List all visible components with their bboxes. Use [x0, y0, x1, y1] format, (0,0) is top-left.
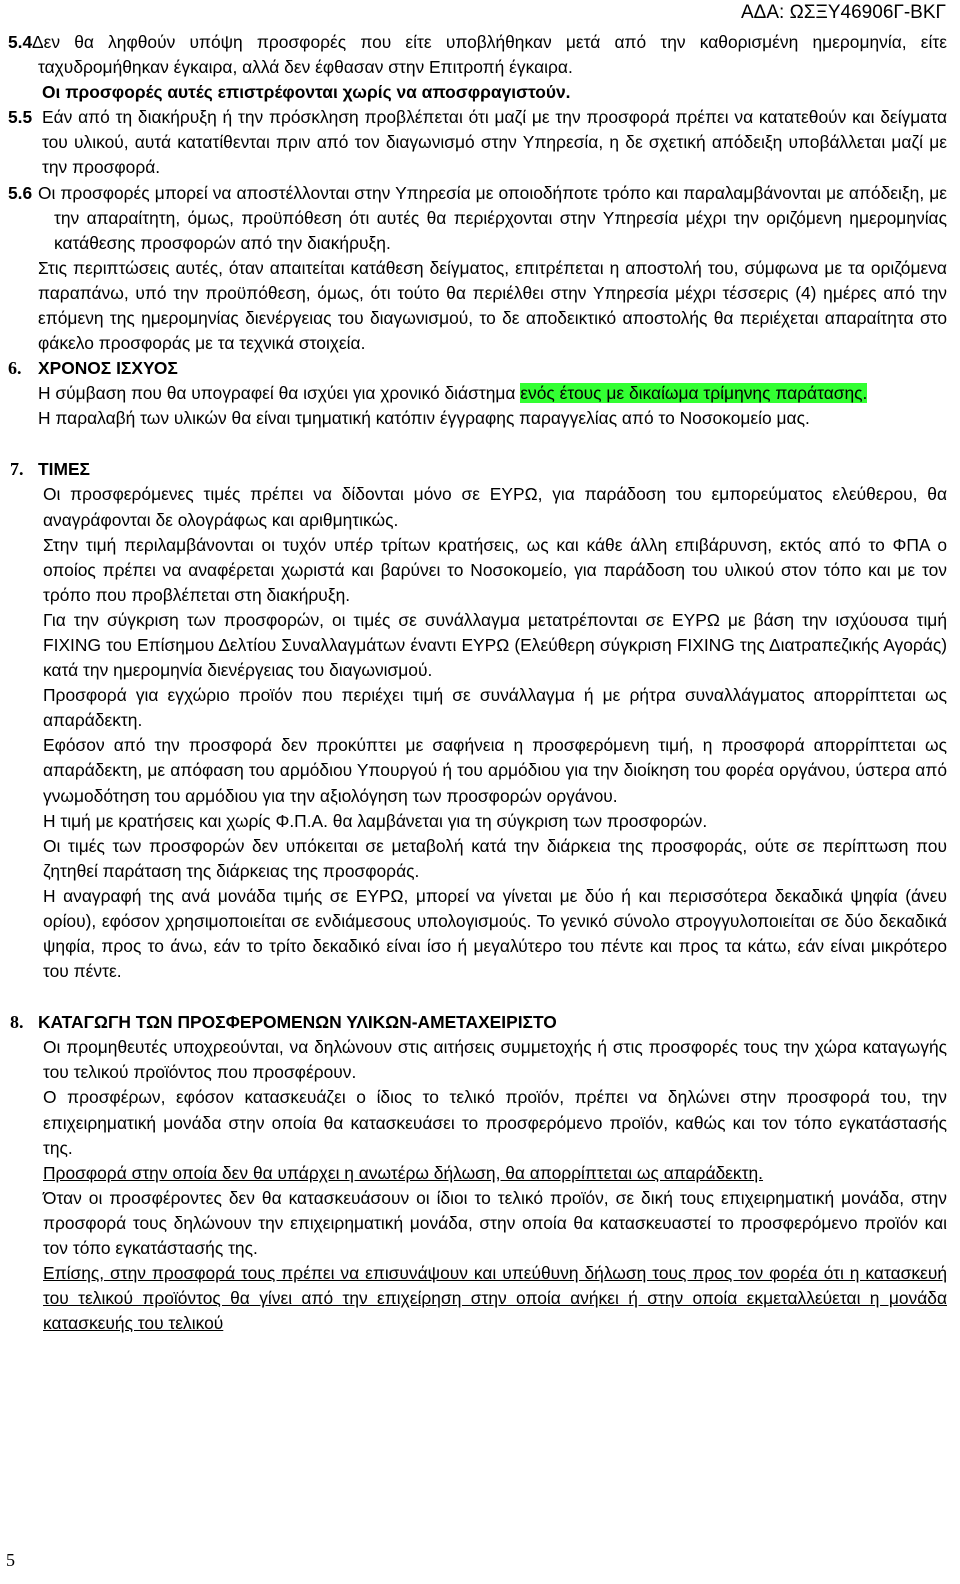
paragraph: Η παραλαβή των υλικών θα είναι τμηματική κατόπιν έγγραφης παραγγελίας από το Νοσοκομείο μας.	[38, 408, 810, 429]
paragraph: Στις περιπτώσεις αυτές, όταν απαιτείται κατάθεση δείγματος, επιτρέπεται η αποστολή του, σύμφωνα με τα οριζόμενα παραπάνω, υπό την προϋπόθεση, όμως, ότι τούτο θα περιέλθει στην Υπηρεσία μέχρι τέσσερις (4) ημέρες από την επόμενη της ημερομηνίας διενέργειας του διαγωνισμού, το δε αποδεικτικό αποστολής θα περιέχεται απαραίτητα στο φάκελο προσφοράς με τα τεχνικά στοιχεία.	[38, 257, 947, 354]
paragraph: Οι προμηθευτές υποχρεούνται, να δηλώνουν στις αιτήσεις συμμετοχής ή στις προσφορές τους την χώρα καταγωγής του τελικού προϊόντος που προσφέρουν.	[43, 1037, 947, 1083]
section-5-4	[0, 30, 960, 105]
paragraph: Οι προσφερόμενες τιμές πρέπει να δίδονται μόνο σε ΕΥΡΩ, για παράδοση του εμπορεύματος ελεύθερου, θα αναγράφονται δε ολογράφως και αριθμητικώς.	[43, 484, 947, 530]
section-number: 6.	[8, 358, 22, 379]
section-number: 5.6	[8, 182, 33, 203]
section-6	[0, 356, 960, 431]
section-7	[0, 457, 960, 984]
section-heading	[8, 356, 947, 381]
paragraph: Εάν από τη διακήρυξη ή την πρόσκληση προβλέπεται ότι μαζί με την προσφορά πρέπει να κατατεθούν και δείγματα του υλικού, αυτά κατατίθενται πριν από τον διαγωνισμό στην Υπηρεσία, η δε σχετική απόδειξη υποβάλλεται μαζί με την προσφορά.	[42, 107, 947, 178]
paragraph: Η αναγραφή της ανά μονάδα τιμής σε ΕΥΡΩ, μπορεί να γίνεται με δύο ή και περισσότερα δεκαδικά ψηφία (άνευ ορίου), εφόσον χρησιμοποιείται σε ενδιάμεσους υπολογισμούς. Το γενικό σύνολο στρογγυλοποιείται σε δύο δεκαδικά ψηφία, προς το άνω, εάν το τρίτο δεκαδικό είναι ίσο ή μεγαλύτερο του πέντε και προς τα κάτω, εάν είναι μικρότερο του πέντε.	[43, 885, 947, 982]
paragraph: Η τιμή με κρατήσεις και χωρίς Φ.Π.Α. θα λαμβάνεται για τη σύγκριση των προσφορών.	[43, 810, 708, 831]
paragraph: Όταν οι προσφέροντες δεν θα κατασκευάσουν οι ίδιοι το τελικό προϊόν, σε δική τους επιχειρηματική μονάδα, στην προσφορά τους δηλώνουν την επιχειρηματική μονάδα, στην οποία θα κατασκευαστεί το προσφερόμενο προϊόν και τον τόπο εγκατάστασής της.	[43, 1187, 947, 1259]
paragraph-underlined: Επίσης, στην προσφορά τους πρέπει να επισυνάψουν και υπεύθυνη δήλωση τους προς τον φορέα ότι η κατασκευή του τελικού προϊόντος θα γίνει από την επιχείρηση στην οποία ανήκει ή στην οποία εκμεταλλεύεται η μονάδα κατασκευής του τελικού	[43, 1263, 947, 1334]
paragraph: Στην τιμή περιλαμβάνονται οι τυχόν υπέρ τρίτων κρατήσεις, ως και κάθε άλλη επιβάρυνση, εκτός από το ΦΠΑ ο οποίος πρέπει να αναφέρεται χωριστά και βαρύνει το Νοσοκομείο, για παράδοση του υλικού στον τόπο και με τον τρόπο που προβλέπεται στη διακήρυξη.	[43, 534, 947, 605]
paragraph: Προσφορά για εγχώριο προϊόν που περιέχει τιμή σε συνάλλαγμα ή με ρήτρα συναλλάγματος απορρίπτεται ως απαράδεκτη.	[43, 685, 947, 731]
section-number: 7.	[10, 459, 24, 480]
highlight: ενός έτους με δικαίωμα τρίμηνης παράτασης.	[520, 383, 868, 404]
paragraph: Ο προσφέρων, εφόσον κατασκευάζει ο ίδιος το τελικό προϊόν, πρέπει να δηλώνει στην προσφορά του, την επιχειρηματική μονάδα στην οποία θα κατασκευάσει το προσφερόμενο προϊόν, καθώς και τον τόπο εγκατάστασής της.	[43, 1087, 947, 1158]
section-number: 8.	[10, 1012, 24, 1033]
section-number: 5.4	[8, 32, 33, 52]
section-number: 5.5	[8, 107, 33, 128]
section-title: ΚΑΤΑΓΩΓΗ ΤΩΝ ΠΡΟΣΦΕΡΟΜΕΝΩΝ ΥΛΙΚΩΝ-ΑΜΕΤΑΧΕΙΡΙΣΤΟ	[38, 1012, 557, 1033]
section-heading	[10, 457, 947, 482]
paragraph-bold: Οι προσφορές αυτές επιστρέφονται χωρίς να αποσφραγιστούν.	[42, 82, 571, 103]
ada-header: ΑΔΑ: ΩΣΞΥ46906Γ-ΒΚΓ	[740, 2, 946, 23]
paragraph: Δεν θα ληφθούν υπόψη προσφορές που είτε υποβλήθηκαν μετά από την καθορισμένη ημερομηνία, είτε ταχυδρομήθηκαν έγκαιρα, αλλά δεν έφθασαν στην Επιτροπή έγκαιρα.	[32, 32, 947, 78]
section-5-5	[0, 105, 960, 180]
paragraph: Για την σύγκριση των προσφορών, οι τιμές σε συνάλλαγμα μετατρέπονται σε ΕΥΡΩ με βάση την ισχύουσα τιμή FIXING του Επίσημου Δελτίου Συναλλαγμάτων έναντι ΕΥΡΩ (Ελεύθερη σύγκριση FIXING της Διατραπεζικής Αγοράς) κατά την ημερομηνία διενέργειας του διαγωνισμού.	[43, 609, 947, 681]
paragraph-underlined: Προσφορά στην οποία δεν θα υπάρχει η ανωτέρω δήλωση, θα απορρίπτεται ως απαράδεκτη.	[43, 1162, 764, 1183]
section-8	[0, 1010, 960, 1336]
section-5-6	[0, 181, 960, 357]
paragraph-highlighted: Η σύμβαση που θα υπογραφεί θα ισχύει για χρονικό διάστημα ενός έτους με δικαίωμα τρίμηνης παράτασης.	[38, 383, 868, 404]
document-body	[0, 30, 960, 1336]
paragraph: Οι προσφορές μπορεί να αποστέλλονται στην Υπηρεσία με οποιοδήποτε τρόπο και παραλαμβάνονται με απόδειξη, με την απαραίτητη, όμως, προϋπόθεση ότι αυτές θα περιέρχονται στην Υπηρεσία μέχρι την οριζόμενη ημερομηνίας κατάθεσης προσφορών από την διακήρυξη.	[38, 182, 947, 253]
page-number: 5	[6, 1550, 15, 1570]
section-title: ΤΙΜΕΣ	[38, 459, 90, 480]
paragraph: Οι τιμές των προσφορών δεν υπόκειται σε μεταβολή κατά την διάρκεια της προσφοράς, ούτε σε περίπτωση που ζητηθεί παράταση της διάρκειας της προσφοράς.	[43, 835, 947, 881]
paragraph: Εφόσον από την προσφορά δεν προκύπτει με σαφήνεια η προσφερόμενη τιμή, η προσφορά απορρίπτεται ως απαράδεκτη, με απόφαση του αρμόδιου Υπουργού ή του αρμόδιου για την διοίκηση του φορέα οργάνου, ύστερα από γνωμοδότηση του αρμόδιου για την αξιολόγηση των προσφορών οργάνου.	[43, 735, 947, 806]
section-title: ΧΡΟΝΟΣ ΙΣΧΥΟΣ	[38, 358, 178, 379]
section-heading	[10, 1010, 947, 1035]
